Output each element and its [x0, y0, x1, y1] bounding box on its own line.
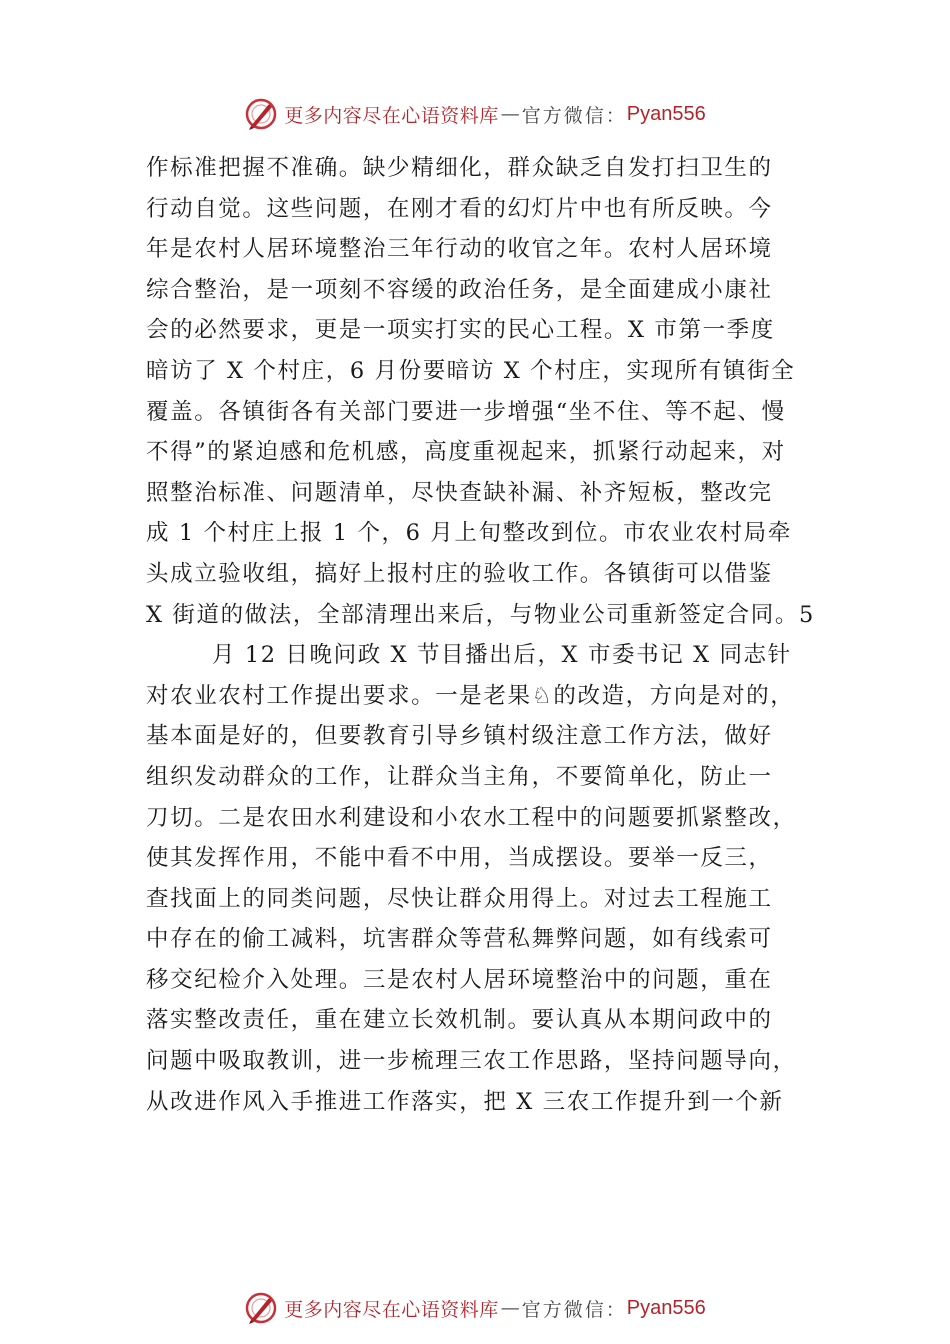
- site-name: 更多内容尽在心语资料库: [284, 1298, 499, 1321]
- wechat-account: Pyan556: [626, 102, 706, 125]
- text-line: 综合整治，是一项刻不容缓的政治任务，是全面建成小康社: [146, 276, 773, 303]
- text-line: 从改进作风入手推进工作落实，把 X 三农工作提升到一个新: [146, 1088, 784, 1115]
- wechat-label: 官方微信：: [521, 104, 627, 127]
- text-line: 组织发动群众的工作，让群众当主角，不要简单化，防止一: [146, 763, 773, 790]
- document-body: [146, 148, 816, 1122]
- text-line: 中存在的偷工减料，坑害群众等营私舞弊问题，如有线索可: [146, 926, 773, 953]
- text-line: 对农业农村工作提出要求。一是老果♘的改造，方向是对的，: [146, 682, 795, 709]
- text-line: 基本面是好的，但要教育引导乡镇村级注意工作方法，做好: [146, 723, 773, 750]
- text-line: 使其发挥作用，不能中看不中用，当成摆设。要举一反三，: [146, 845, 773, 872]
- text-line: 作标准把握不准确。缺少精细化，群众缺乏自发打扫卫生的: [146, 155, 773, 181]
- text-line: 成 1 个村庄上报 1 个，6 月上旬整改到位。市农业农村局牵: [146, 520, 792, 547]
- separator: —: [500, 1297, 520, 1319]
- text-line: 头成立验收组，搞好上报村庄的验收工作。各镇街可以借鉴: [146, 560, 773, 587]
- text-line: 照整治标准、问题清单，尽快查缺补漏、补齐短板，整改完: [146, 479, 773, 506]
- site-name: 更多内容尽在心语资料库: [284, 104, 499, 127]
- text-line: 不得”的紧迫感和危机感，高度重视起来，抓紧行动起来，对: [146, 439, 786, 466]
- text-line: X 街道的做法，全部清理出来后，与物业公司重新签定合同。5: [146, 601, 815, 628]
- separator: —: [500, 103, 520, 125]
- text-line: 行动自觉。这些问题，在刚才看的幻灯片中也有所反映。今: [146, 195, 773, 222]
- text-line: 会的必然要求，更是一项实打实的民心工程。X 市第一季度: [146, 317, 775, 344]
- text-line: 移交纪检介入处理。三是农村人居环境整治中的问题，重在: [146, 966, 773, 993]
- text-line: 查找面上的同类问题，尽快让群众用得上。对过去工程施工: [146, 885, 773, 912]
- text-line: 暗访了 X 个村庄，6 月份要暗访 X 个村庄，实现所有镇街全: [146, 357, 796, 384]
- footer-watermark: [0, 1288, 950, 1328]
- text-line: 月 12 日晚问政 X 节目播出后，X 市委书记 X 同志针: [212, 642, 792, 669]
- text-line: 年是农村人居环境整治三年行动的收官之年。农村人居环境: [146, 236, 773, 263]
- text-line: 问题中吸取教训，进一步梳理三农工作思路，坚持问题导向，: [146, 1048, 797, 1075]
- pen-seal-icon: [244, 97, 278, 131]
- pen-seal-icon: [244, 1291, 278, 1325]
- header-watermark: [0, 94, 950, 134]
- text-line: 刀切。二是农田水利建设和小农水工程中的问题要抓紧整改，: [146, 804, 797, 831]
- wechat-label: 官方微信：: [521, 1298, 627, 1321]
- text-line: 落实整改责任，重在建立长效机制。要认真从本期问政中的: [146, 1007, 773, 1034]
- wechat-account: Pyan556: [626, 1296, 706, 1319]
- text-line: 覆盖。各镇街各有关部门要进一步增强“坐不住、等不起、慢: [146, 398, 786, 425]
